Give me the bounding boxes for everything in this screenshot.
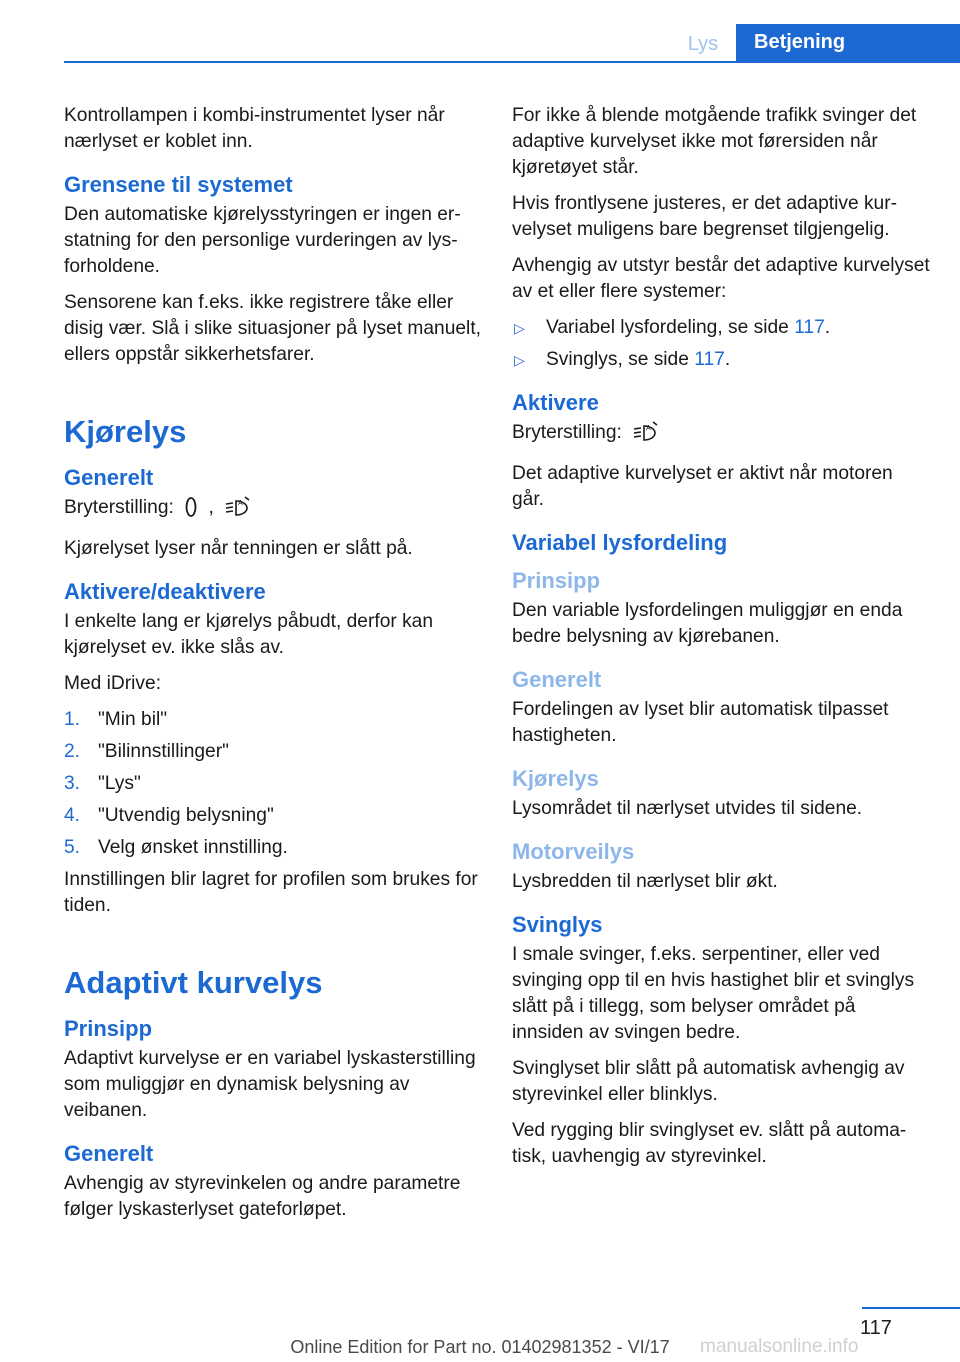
switch-position-line-right <box>512 420 930 451</box>
idrive-label: Med iDrive: <box>64 673 162 694</box>
limits-paragraph-2: Sensorene kan f.eks. ikke registrere tåke eller disig vær. Slå i slike situasjoner på lyset manuelt, ellers oppstår sikkerhetsfarer. <box>64 292 481 365</box>
header-tab-lys: Lys <box>687 33 719 55</box>
list-item: ▷ Svinglys, se side 117. <box>512 347 930 373</box>
list-item: 2. "Bilinnstillinger" <box>64 741 229 762</box>
limits-paragraph-1: Den automatiske kjørelysstyringen er ingen erstatning for den personlige vurderingen av lysforholdene. <box>64 204 461 277</box>
right-paragraph-3: Avhengig av utstyr består det adaptive kurvelyset av et eller flere systemer: <box>512 255 930 302</box>
kjorelys-subheading: Kjørelys <box>512 766 599 791</box>
svinglys-heading: Svinglys <box>512 912 603 937</box>
svinglys-paragraph-3: Ved rygging blir svinglyset ev. slått på automatisk, uavhengig av styrevinkel. <box>512 1120 907 1167</box>
steps-after-paragraph: Innstillingen blir lagret for profilen som brukes for tiden. <box>64 869 478 916</box>
svg-text:A: A <box>238 499 243 507</box>
right-column <box>512 103 930 1180</box>
switch-label: Bryterstilling: <box>512 422 622 443</box>
generelt-subheading: Generelt <box>512 667 602 692</box>
motorveilys-paragraph: Lysbredden til nærlyset blir økt. <box>512 871 778 892</box>
kjorelys-paragraph: Lysområdet til nærlyset utvides til sidene. <box>512 798 863 819</box>
generelt-paragraph: Kjørelyset lyser når tenningen er slått på. <box>64 538 413 559</box>
page-reference-link[interactable]: 117 <box>694 349 725 370</box>
list-item: 5. Velg ønsket innstilling. <box>64 837 288 858</box>
adaptive-title: Adaptivt kurvelys <box>64 965 323 1000</box>
switch-zero-icon <box>185 496 197 526</box>
prinsipp-paragraph: Den variable lysfordelingen muliggjør en enda bedre belysning av kjørebanen. <box>512 600 903 647</box>
watermark: manualsonline.info <box>700 1336 859 1357</box>
svinglys-paragraph-1: I smale svinger, f.eks. serpentiner, eller ved svinging opp til en hvis hastighet blir et svinglys slått på i tillegg, som belyser området på innsiden av svingen bedre. <box>512 944 915 1043</box>
activate-heading: Aktivere/deaktivere <box>64 579 266 604</box>
auto-light-icon <box>225 496 251 526</box>
prinsipp-heading: Prinsipp <box>64 1016 153 1041</box>
generelt2-heading: Generelt <box>64 1141 154 1166</box>
svg-text:A: A <box>646 424 651 432</box>
systems-list <box>512 315 930 373</box>
generelt2-paragraph: Avhengig av styrevinkelen og andre parametre følger lyskasterlyset gateforløpet. <box>64 1173 461 1220</box>
page-number: 117 <box>860 1317 892 1339</box>
edition-footer: Online Edition for Part no. 01402981352 - VI/17 <box>290 1337 670 1357</box>
header-rule <box>64 61 960 63</box>
right-paragraph-1: For ikke å blende motgående trafikk svinger det adaptive kurvelyset ikke mot førersiden når kjøretøyet står. <box>512 105 917 178</box>
switch-position-line <box>64 495 482 526</box>
generelt-heading: Generelt <box>64 465 154 490</box>
auto-light-icon <box>633 421 659 451</box>
list-item: ▷ Variabel lysfordeling, se side 117. <box>512 315 930 341</box>
aktivere-heading: Aktivere <box>512 390 599 415</box>
limits-heading: Grensene til systemet <box>64 172 293 197</box>
triangle-bullet-icon: ▷ <box>514 320 525 336</box>
svinglys-paragraph-2: Svinglyset blir slått på automatisk avhengig av styrevinkel eller blinklys. <box>512 1058 905 1105</box>
right-paragraph-2: Hvis frontlysene justeres, er det adaptive kurvelyset muligens bare begrenset tilgjengelig. <box>512 193 897 240</box>
footer-rule <box>862 1307 960 1309</box>
switch-label: Bryterstilling: <box>64 497 174 518</box>
intro-paragraph: Kontrollampen i kombi-instrumentet lyser når nærlyset er koblet inn. <box>64 105 445 152</box>
header-tab-betjening: Betjening <box>736 24 960 61</box>
activate-paragraph: I enkelte lang er kjørelys påbudt, derfor kan kjørelyset ev. ikke slås av. <box>64 611 434 658</box>
left-column <box>64 103 482 1233</box>
list-item: 1. "Min bil" <box>64 709 168 730</box>
motorveilys-subheading: Motorveilys <box>512 839 635 864</box>
variabel-heading: Variabel lysfordeling <box>512 530 728 555</box>
list-item: 3. "Lys" <box>64 773 141 794</box>
aktivere-paragraph: Det adaptive kurvelyset er aktivt når motoren går. <box>512 463 893 510</box>
prinsipp-paragraph: Adaptivt kurvelyse er en variabel lyskasterstilling som muliggjør en dynamisk belysning av veibanen. <box>64 1048 476 1121</box>
list-item: 4. "Utvendig belysning" <box>64 805 274 826</box>
page-reference-link[interactable]: 117 <box>794 317 825 338</box>
prinsipp-subheading: Prinsipp <box>512 568 601 593</box>
idrive-steps-list <box>64 707 482 861</box>
generelt-paragraph: Fordelingen av lyset blir automatisk tilpasset hastigheten. <box>512 699 889 746</box>
switch-separator: , <box>208 497 214 518</box>
triangle-bullet-icon: ▷ <box>514 352 525 368</box>
kjorelys-title: Kjørelys <box>64 414 187 449</box>
